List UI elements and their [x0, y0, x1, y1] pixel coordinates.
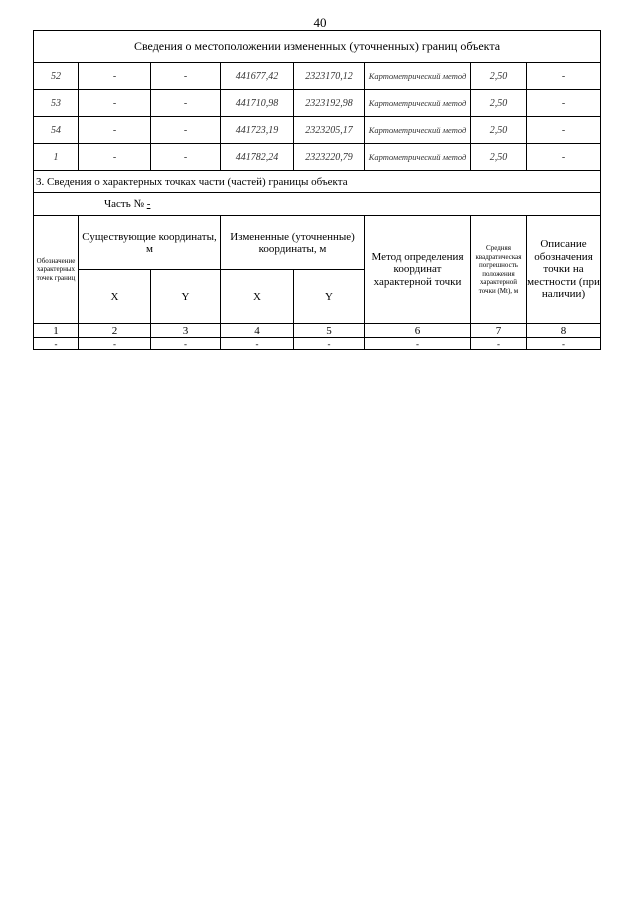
cell-new-x: 441782,24 [221, 144, 294, 171]
cell-point-number: 53 [34, 90, 79, 117]
section2-title: Сведения о местоположении измененных (уточненных) границ объекта [34, 31, 601, 63]
table-row [34, 117, 601, 144]
part-value: - [146, 198, 151, 210]
header-changed-y: Y [294, 270, 365, 324]
empty-cell: - [365, 338, 471, 350]
header-accuracy: Средняя квадратическая погрешность положения характерной точки (Mt), м [471, 216, 527, 324]
empty-cell: - [294, 338, 365, 350]
column-number: 1 [34, 324, 79, 338]
empty-cell: - [221, 338, 294, 350]
cell-accuracy: 2,50 [471, 117, 527, 144]
empty-cell: - [151, 338, 221, 350]
column-number: 6 [365, 324, 471, 338]
column-number: 5 [294, 324, 365, 338]
cell-new-y: 2323205,17 [294, 117, 365, 144]
part-cell [34, 193, 601, 216]
cell-accuracy: 2,50 [471, 144, 527, 171]
cell-description: - [527, 63, 601, 90]
cell-point-number: 1 [34, 144, 79, 171]
cell-existing-x: - [79, 117, 151, 144]
table-row [34, 63, 601, 90]
cell-existing-y: - [151, 63, 221, 90]
cell-description: - [527, 90, 601, 117]
cell-new-y: 2323192,98 [294, 90, 365, 117]
column-number: 7 [471, 324, 527, 338]
header-row-1 [34, 216, 601, 270]
header-changed-x: X [221, 270, 294, 324]
cell-new-y: 2323170,12 [294, 63, 365, 90]
empty-cell: - [471, 338, 527, 350]
header-point-designation: Обозначение характерных точек границ [34, 216, 79, 324]
section2-title-row [34, 31, 601, 63]
cell-existing-y: - [151, 144, 221, 171]
header-existing-x: X [79, 270, 151, 324]
page-number: 40 [313, 15, 327, 30]
cell-new-x: 441677,42 [221, 63, 294, 90]
cell-existing-x: - [79, 144, 151, 171]
cell-existing-x: - [79, 90, 151, 117]
cell-method: Картометрический метод [365, 117, 471, 144]
part-row [34, 193, 601, 216]
section2-rows [34, 63, 601, 171]
cell-point-number: 52 [34, 63, 79, 90]
section3-title: 3. Сведения о характерных точках части (частей) границы объекта [34, 171, 601, 193]
empty-cell: - [527, 338, 601, 350]
column-number: 4 [221, 324, 294, 338]
section3-title-row [34, 171, 601, 193]
cell-description: - [527, 117, 601, 144]
empty-cell: - [34, 338, 79, 350]
cell-accuracy: 2,50 [471, 63, 527, 90]
cell-accuracy: 2,50 [471, 90, 527, 117]
column-number: 2 [79, 324, 151, 338]
cell-method: Картометрический метод [365, 90, 471, 117]
cell-method: Картометрический метод [365, 63, 471, 90]
cell-new-y: 2323220,79 [294, 144, 365, 171]
header-changed-coords: Измененные (уточненные) координаты, м [221, 216, 365, 270]
header-existing-coords: Существующие координаты, м [79, 216, 221, 270]
document-table-wrapper [33, 30, 600, 350]
header-existing-y: Y [151, 270, 221, 324]
column-number: 3 [151, 324, 221, 338]
cell-existing-y: - [151, 90, 221, 117]
part-label: Часть № [104, 198, 144, 210]
boundary-table [33, 30, 601, 350]
cell-new-x: 441710,98 [221, 90, 294, 117]
column-number-row [34, 324, 601, 338]
cell-description: - [527, 144, 601, 171]
table-row [34, 144, 601, 171]
cell-method: Картометрический метод [365, 144, 471, 171]
header-description: Описание обозначения точки на местности (при наличии) [527, 216, 601, 324]
header-method: Метод определения координат характерной точки [365, 216, 471, 324]
cell-new-x: 441723,19 [221, 117, 294, 144]
cell-existing-y: - [151, 117, 221, 144]
empty-cell: - [79, 338, 151, 350]
empty-data-row [34, 338, 601, 350]
cell-existing-x: - [79, 63, 151, 90]
column-number: 8 [527, 324, 601, 338]
table-row [34, 90, 601, 117]
cell-point-number: 54 [34, 117, 79, 144]
